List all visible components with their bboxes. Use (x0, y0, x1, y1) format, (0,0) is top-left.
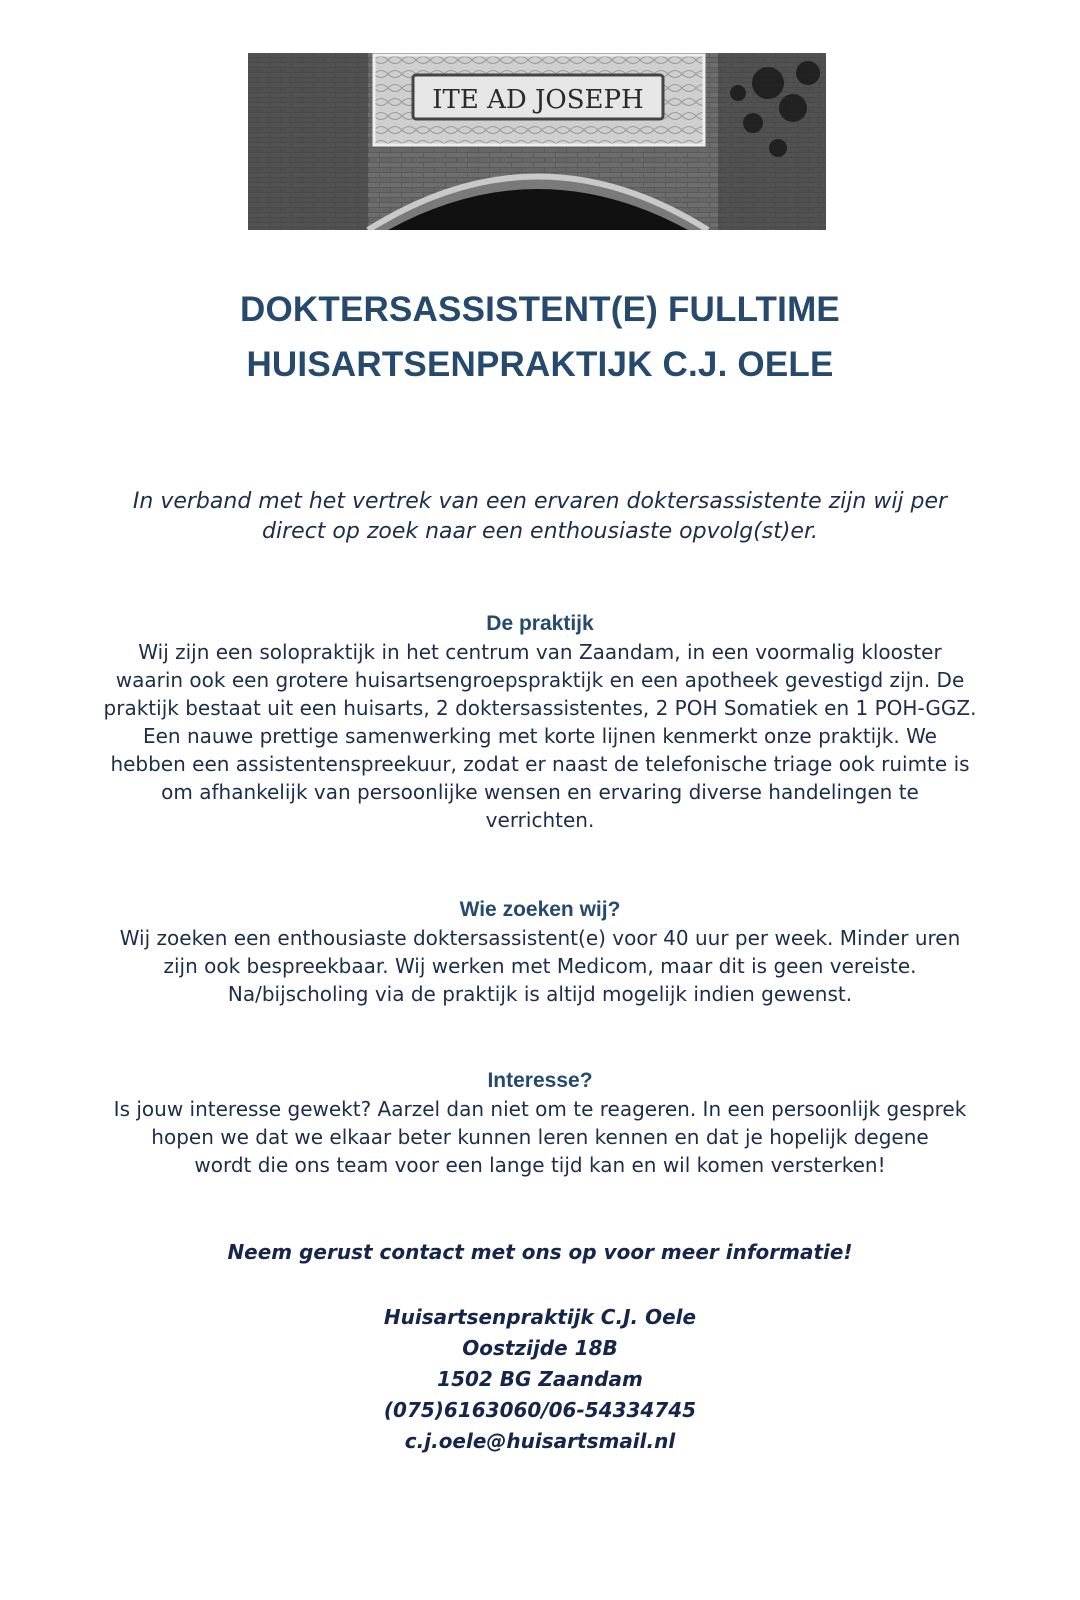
body-line: Na/bijscholing via de praktijk is altijd mogelijk indien gewenst. (227, 982, 853, 1006)
body-line: hopen we dat we elkaar beter kunnen leren kennen en dat je hopelijk degene (151, 1125, 929, 1149)
section-interesse (50, 1067, 1030, 1179)
contact-street: Oostzijde 18B (462, 1336, 618, 1360)
section-wie-zoeken-wij (50, 896, 1030, 1008)
section-body (50, 638, 1030, 834)
section-body (50, 924, 1030, 1008)
body-line: Is jouw interesse gewekt? Aarzel dan niet om te reageren. In een persoonlijk gesprek (113, 1097, 967, 1121)
call-to-action: Neem gerust contact met ons op voor meer informatie! (227, 1240, 853, 1264)
body-line: wordt die ons team voor een lange tijd kan en wil komen versterken! (194, 1153, 886, 1177)
intro-line-1: In verband met het vertrek van een ervaren doktersassistente zijn wij per (132, 489, 948, 514)
intro-paragraph (60, 487, 1020, 547)
contact-block (0, 1302, 1080, 1457)
section-heading: De praktijk (486, 612, 594, 635)
body-line: zijn ook bespreekbaar. Wij werken met Medicom, maar dit is geen vereiste. (163, 954, 917, 978)
section-body (50, 1095, 1030, 1179)
page-title-line-2: HUISARTSENPRAKTIJK C.J. OELE (246, 345, 834, 384)
intro-line-2: direct op zoek naar een enthousiaste opvolg(st)er. (262, 519, 818, 544)
body-line: om afhankelijk van persoonlijke wensen en ervaring diverse handelingen te (161, 780, 919, 804)
body-line: Wij zoeken een enthousiaste doktersassistent(e) voor 40 uur per week. Minder uren (119, 926, 961, 950)
building-entrance-icon (248, 53, 826, 230)
inscription-text: ITE AD JOSEPH (432, 85, 644, 115)
contact-city: 1502 BG Zaandam (437, 1367, 643, 1391)
body-line: hebben een assistentenspreekuur, zodat er naast de telefonische triage ook ruimte is (110, 752, 970, 776)
body-line: Een nauwe prettige samenwerking met korte lijnen kenmerkt onze praktijk. We (142, 724, 937, 748)
page-title-line-1: DOKTERSASSISTENT(E) FULLTIME (240, 290, 840, 329)
body-line: waarin ook een grotere huisartsengroepspraktijk en een apotheek gevestigd zijn. De (115, 668, 965, 692)
body-line: verrichten. (485, 808, 595, 832)
section-de-praktijk (50, 610, 1030, 834)
contact-phone[interactable]: (075)6163060/06-54334745 (383, 1398, 697, 1422)
section-heading: Wie zoeken wij? (459, 898, 621, 921)
body-line: praktijk bestaat uit een huisarts, 2 doktersassistentes, 2 POH Somatiek en 1 POH-GGZ. (103, 696, 977, 720)
contact-name: Huisartsenpraktijk C.J. Oele (383, 1305, 697, 1329)
contact-email-link[interactable]: c.j.oele@huisartsmail.nl (404, 1429, 676, 1453)
header-photo (248, 53, 826, 230)
body-line: Wij zijn een solopraktijk in het centrum van Zaandam, in een voormalig klooster (138, 640, 942, 664)
section-heading: Interesse? (487, 1069, 593, 1092)
